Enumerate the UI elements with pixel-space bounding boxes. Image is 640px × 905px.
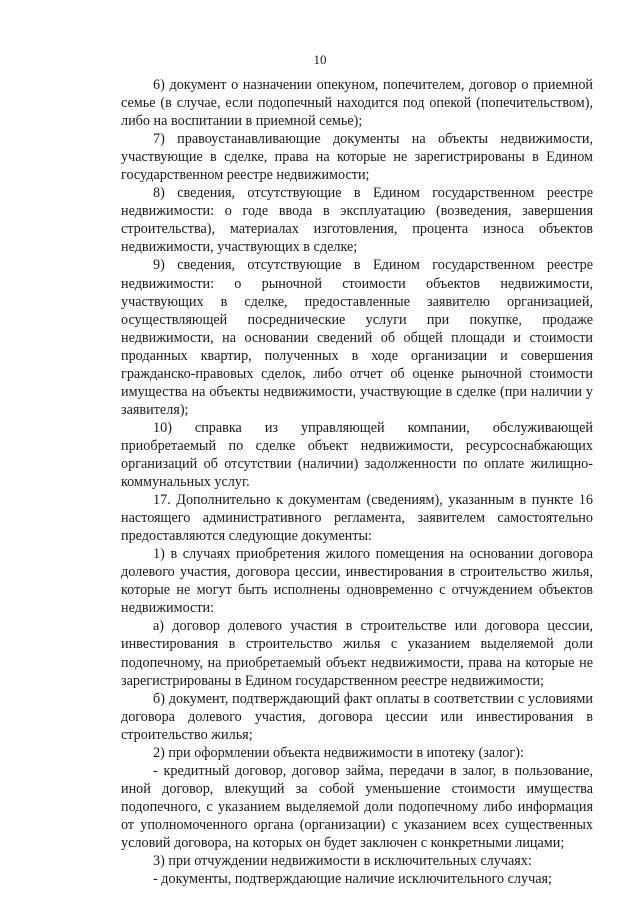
paragraph-subitem-1b: б) документ, подтверждающий факт оплаты в соответствии с условиями договора долевого участия, договора цессии или инвестирования в строительство жилья; [121,690,593,743]
paragraph-subitem-1a: а) договор долевого участия в строительстве или договора цессии, инвестирования в строительство жилья с указанием выделяемой доли подопечному, на приобретаемый объект недвижимости, права на которые не зарегистрированы в Едином государственном реестре недвижимости; [121,618,593,689]
paragraph-subitem-2-dash: - кредитный договор, договор займа, передачи в залог, в пользование, иной договор, влекущий за собой уменьшение стоимости имущества подопечного, с указанием выделяемой доли подопечному либо информация от уполномоченного органа (организации) с указанием всех существенных условий договора, на которых он будет заключен с конкретными лицами; [121,762,593,851]
document-body [121,76,593,888]
paragraph-item-6: 6) документ о назначении опекуном, попечителем, договор о приемной семье (в случае, если подопечный находится под опекой (попечительством), либо на воспитании в приемной семье); [121,77,593,130]
paragraph-item-9: 9) сведения, отсутствующие в Едином государственном реестре недвижимости: о рыночной стоимости объектов недвижимости, участвующих в сделке, предоставленные заявителю организацией, осуществляющей посреднические услуги при покупке, продаже недвижимости, на основании сведений об общей площади и стоимости проданных квартир, полученных в ходе организации и совершения гражданско-правовых сделок, либо отчет об оценке рыночной стоимости имущества на объекты недвижимости, участвующие в сделке (при наличии у заявителя); [121,257,593,418]
paragraph-subitem-1: 1) в случаях приобретения жилого помещения на основании договора долевого участия, договора цессии, инвестирования в строительство жилья, которые не могут быть исполнены одновременно с отчуждением объектов недвижимости: [121,546,593,617]
paragraph-item-10: 10) справка из управляющей компании, обслуживающей приобретаемый по сделке объект недвижимости, ресурсоснабжающих организаций об отсутствии (наличии) задолженности по оплате жилищно-коммунальных услуг. [121,419,593,491]
paragraph-clause-17: 17. Дополнительно к документам (сведениям), указанным в пункте 16 настоящего административного регламента, заявителем самостоятельно предоставляются следующие документы: [121,492,593,545]
paragraph-subitem-3-dash: - документы, подтверждающие наличие исключительного случая; [153,871,552,888]
paragraph-item-8: 8) сведения, отсутствующие в Едином государственном реестре недвижимости: о годе ввода в эксплуатацию (возведения, завершения строительства), материалах изготовления, процента износа объектов недвижимости, участвующих в сделке; [121,185,593,256]
paragraph-subitem-2: 2) при оформлении объекта недвижимости в ипотеку (залог): [153,744,524,761]
page-number: 10 [313,52,327,67]
paragraph-subitem-3: 3) при отчуждении недвижимости в исключительных случаях: [153,853,532,870]
paragraph-item-7: 7) правоустанавливающие документы на объекты недвижимости, участвующие в сделке, права на которые не зарегистрированы в Едином государственном реестре недвижимости; [121,131,593,184]
